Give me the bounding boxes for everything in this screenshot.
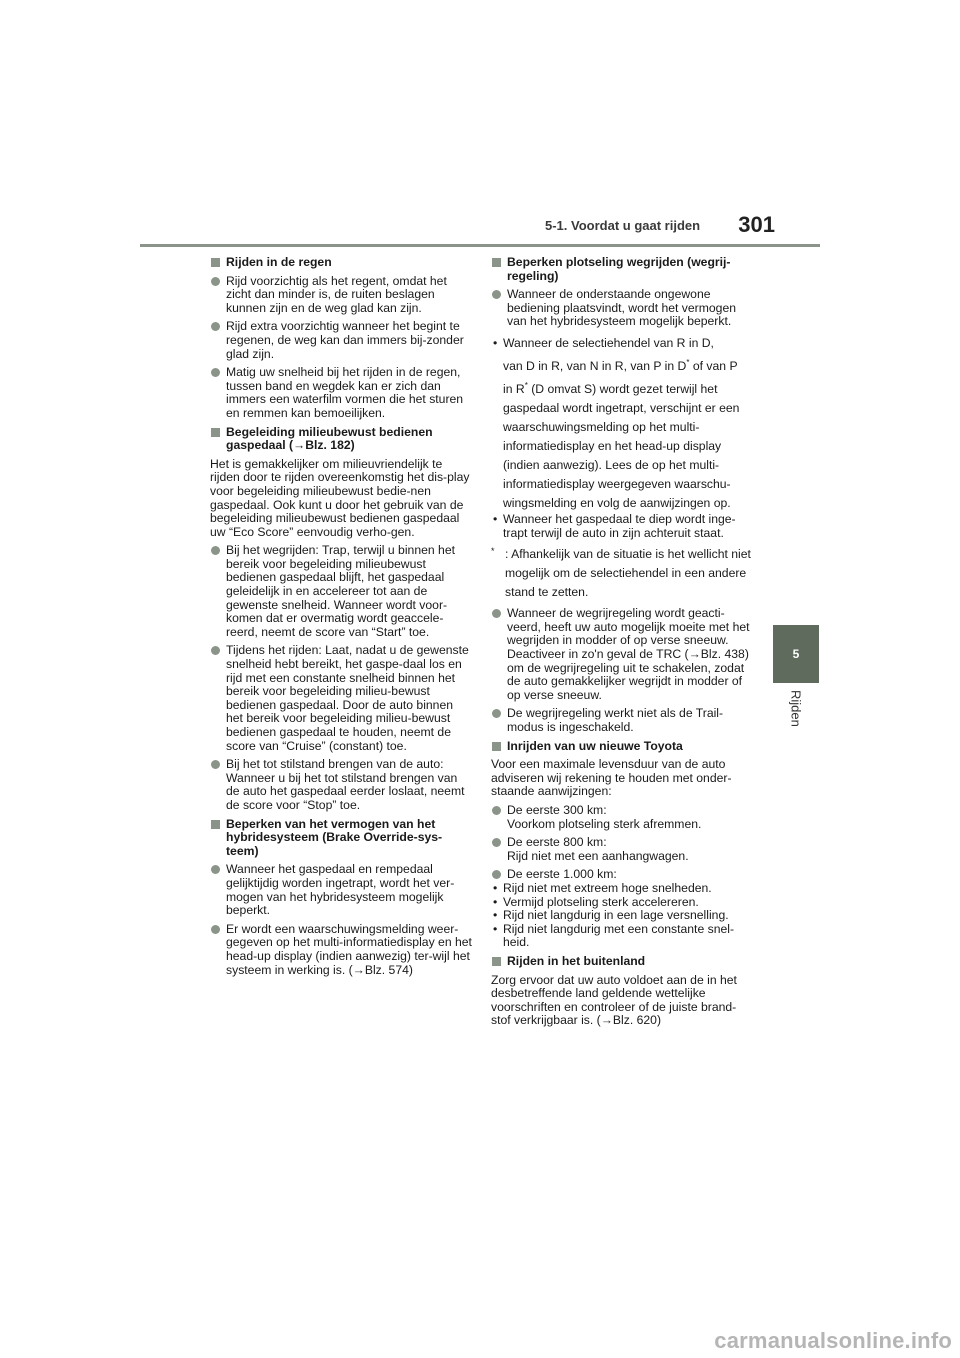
list-item: Wanneer de onderstaande ongewone bediening plaatsvindt, wordt het vermogen van het hybridesysteem mogelijk beperkt. (491, 288, 753, 329)
list-item: Rijd extra voorzichtig wanneer het begint te regenen, de weg kan dan immers bij-zonder glad zijn. (210, 320, 472, 361)
page-header (545, 212, 775, 244)
sub-list-item (491, 334, 753, 513)
chapter-label: Rijden (788, 690, 804, 727)
chapter-tab: 5 (773, 625, 819, 683)
text-span: Rijd niet met een aanhangwagen. (507, 848, 689, 863)
list-item: De wegrijregeling werkt niet als de Trail-modus is ingeschakeld. (491, 707, 753, 734)
list-item: Rijd voorzichtig als het regent, omdat het zicht dan minder is, de ruiten beslagen kunnen zijn en de weg glad kan zijn. (210, 275, 472, 316)
left-column (210, 256, 472, 982)
heading-break-in: Inrijden van uw nieuwe Toyota (491, 740, 753, 754)
text-span: van D in R, van N in R, van P in D (503, 359, 687, 374)
list-item: Wanneer het gaspedaal en rempedaal gelijktijdig worden ingetrapt, wordt het ver-mogen van het hybridesysteem mogelijk beperkt. (210, 863, 472, 917)
sub-list-item: • Rijd niet langdurig in een lage versnelling. (491, 909, 753, 923)
heading-rain: Rijden in de regen (210, 256, 472, 270)
list-item: Tijdens het rijden: Laat, nadat u de gewenste snelheid hebt bereikt, het gaspe-daal los en rijd met een constante snelheid binnen het bereik voor begeleiding milieu-bewust bedienen gaspedaal. Door de auto binnen het bereik voor begeleiding milieu-bewust bedienen gaspedaal te houden, neemt de score van “Cruise” (constant) toe. (210, 644, 472, 753)
footnote-marker: * (686, 357, 690, 367)
list-item (491, 804, 753, 831)
footnote-text: : Afhankelijk van de situatie is het wellicht niet mogelijk om de selectiehendel in een andere stand te zetten. (505, 547, 751, 600)
header-rule (140, 244, 820, 247)
text-span: Voorkom plotseling sterk afremmen. (507, 816, 702, 831)
text-span: in R (503, 382, 525, 397)
list-item: De eerste 1.000 km: (491, 868, 753, 882)
list-item: Matig uw snelheid bij het rijden in de regen, tussen band en wegdek kan er zich dan immers een waterfilm vormen die het sturen en remmen kan bemoeilijken. (210, 366, 472, 420)
heading-start-control: Beperken plotseling wegrijden (wegrij-regeling) (491, 256, 753, 283)
sub-list-item: • Wanneer het gaspedaal te diep wordt inge-trapt terwijl de auto in zijn achteruit staat. (491, 513, 753, 540)
paragraph: Het is gemakkelijker om milieuvriendelijk te rijden door te rijden overeenkomstig het dis-play voor begeleiding milieubewust bedie-nen gaspedaal. Ook kunt u door het gebruik van de begeleiding milieubewust bedienen gaspedaal uw “Eco Score” eenvoudig verho-gen. (210, 456, 470, 539)
list-item: Er wordt een waarschuwingsmelding weer-gegeven op het multi-informatiedisplay en het head-up display (indien aanwezig) ter-wijl het systeem in werking is. (→Blz. 574) (210, 923, 472, 977)
heading-brake-override: Beperken van het vermogen van het hybridesysteem (Brake Override-sys-teem) (210, 818, 472, 859)
list-item: Bij het wegrijden: Trap, terwijl u binnen het bereik voor begeleiding milieubewust bedienen gaspedaal blijft, het gaspedaal geleidelijk in en accelereer tot aan de gewenste snelheid. Wanneer wordt voor-komen dat er overmatig wordt geaccele-reerd, neemt de score van “Start” toe. (210, 544, 472, 639)
right-column (491, 256, 753, 1033)
footnote-marker: * (491, 546, 495, 557)
page-number: 301 (738, 212, 775, 237)
sub-list-item: • Rijd niet met extreem hoge snelheden. (491, 882, 753, 896)
sub-list-item: • Vermijd plotseling sterk accelereren. (491, 896, 753, 910)
list-item: Wanneer de wegrijregeling wordt geacti-veerd, heeft uw auto mogelijk moeite met het wegrijden in modder of op verse sneeuw. Deactiveer in zo'n geval de TRC (→Blz. 438) om de wegrijregeling uit te schakelen, zodat de auto gemakkelijker wegrijdt in modder of op verse sneeuw. (491, 607, 753, 702)
heading-abroad: Rijden in het buitenland (491, 955, 753, 969)
paragraph: Zorg ervoor dat uw auto voldoet aan de in het desbetreffende land geldende wettelijke voorschriften en controleer of de juiste brand-stof verkrijgbaar is. (→Blz. 620) (491, 972, 737, 1028)
sub-list-item: • Rijd niet langdurig met een constante snel-heid. (491, 923, 753, 950)
paragraph: Voor een maximale levensduur van de auto adviseren wij rekening te houden met onder-staande aanwijzingen: (491, 757, 732, 799)
footnote-marker: * (524, 381, 528, 391)
text-span: Wanneer de selectiehendel van R in D, (503, 335, 714, 350)
list-item: Bij het tot stilstand brengen van de auto: Wanneer u bij het tot stilstand brengen van de auto het gaspedaal eerder loslaat, neemt de score voor “Stop” toe. (210, 758, 472, 812)
text-span: of van P (689, 359, 738, 374)
footnote (491, 545, 753, 602)
text-span: De eerste 800 km: (507, 835, 607, 850)
list-item (491, 836, 753, 863)
heading-eco: Begeleiding milieubewust bedienen gaspedaal (→Blz. 182) (210, 426, 472, 453)
text-span: De eerste 300 km: (507, 803, 607, 817)
section-title: 5-1. Voordat u gaat rijden (545, 218, 701, 233)
watermark: carmanualsonline.info (714, 1328, 952, 1353)
text-span: (D omvat S) wordt gezet terwijl het gaspedaal wordt ingetrapt, verschijnt er een waarschuwingsmelding op het multi-informatiedisplay en het head-up display (indien aanwezig). Lees de op het multi-informatiedisplay weergegeven waarschu-wingsmelding en volg de aanwijzingen op. (503, 382, 740, 511)
